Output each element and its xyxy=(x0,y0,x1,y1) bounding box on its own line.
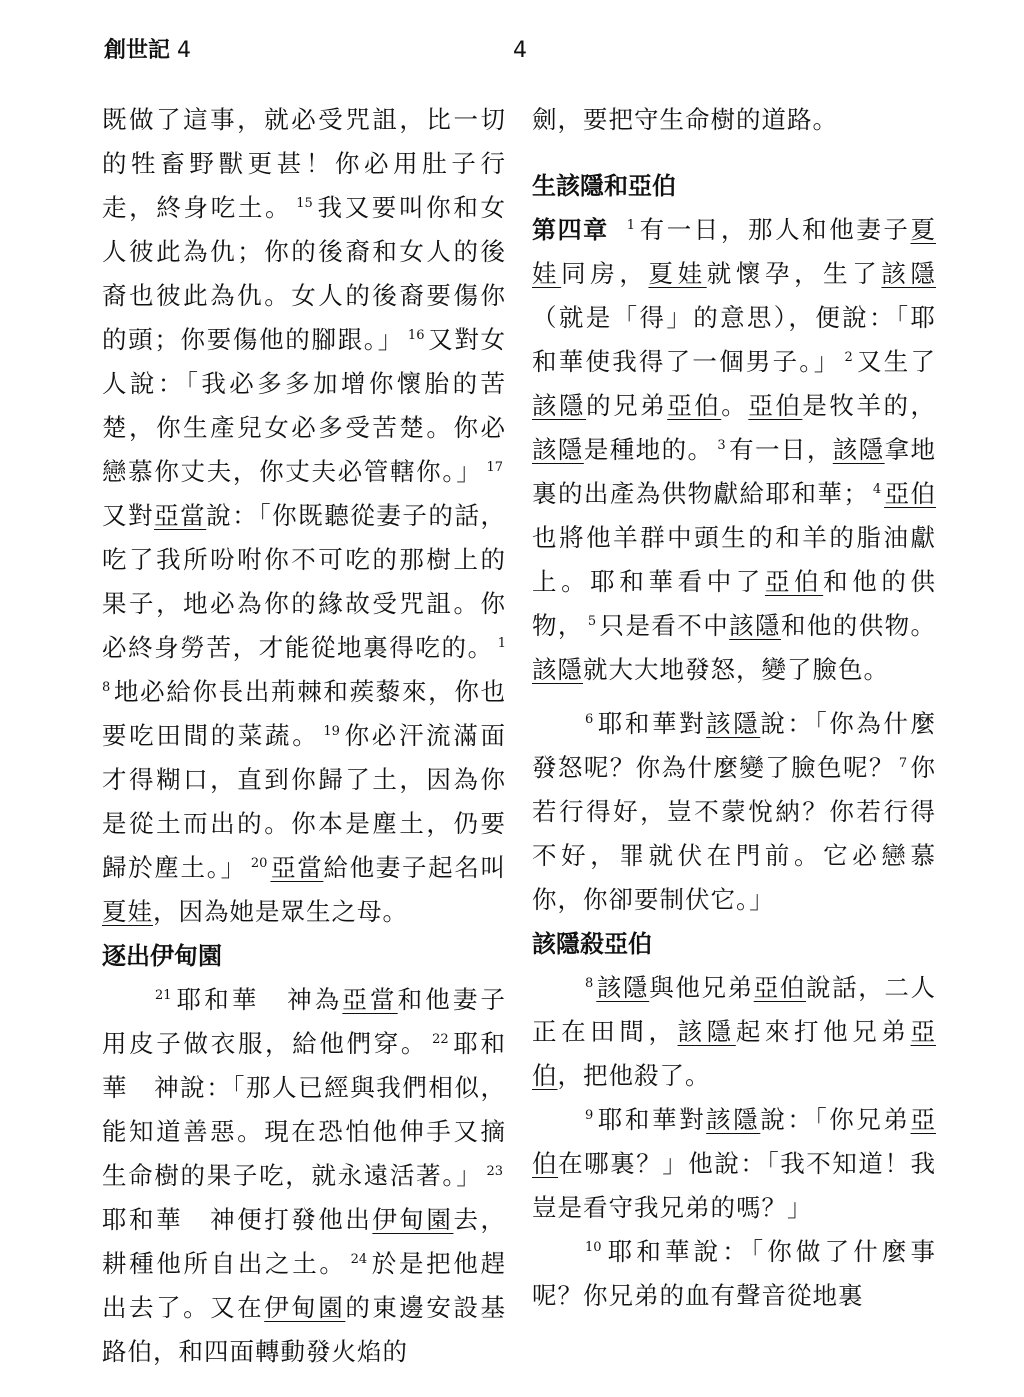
scripture-text: 也將他羊群中頭生的和羊的脂油獻上。耶和華看中了 xyxy=(532,523,936,596)
verse-number: 5 xyxy=(587,614,597,629)
running-head xyxy=(104,36,191,66)
scripture-text: ，因為她是眾生之母。 xyxy=(153,897,408,926)
scripture-text: 又對女人說：「我必多多加增你懷胎的苦楚，你生產兒女必多受苦楚。你必戀慕你丈夫，你丈夫必管轄你。」 xyxy=(102,325,506,486)
verse-number: 21 xyxy=(155,988,172,1003)
scripture-text: 。 xyxy=(721,391,749,420)
proper-name: 亞伯 xyxy=(764,567,824,596)
scripture-text: 耶和華對 xyxy=(596,1105,707,1134)
scripture-text: 的東邊安設基路伯，和四面轉動發火焰的 xyxy=(102,1293,506,1366)
verse-number: 22 xyxy=(432,1032,449,1047)
scripture-text: 地必給你長出荊棘和蒺藜來，你也要吃田間的菜蔬。 xyxy=(102,677,506,750)
verse-number: 7 xyxy=(898,756,908,771)
proper-name: 亞伯 xyxy=(532,1105,936,1178)
proper-name: 伊甸園 xyxy=(372,1205,454,1234)
proper-name: 該隱 xyxy=(729,611,781,640)
proper-name: 該隱 xyxy=(706,709,761,738)
paragraph xyxy=(532,1230,936,1318)
verse-number: 1 xyxy=(626,218,636,233)
scripture-text: 耶和華 神為 xyxy=(174,985,343,1014)
page-number: 4 xyxy=(513,38,527,63)
proper-name: 該隱 xyxy=(832,435,885,464)
proper-name: 伊甸園 xyxy=(264,1293,346,1322)
scripture-text: 你若行得好，豈不蒙悅納？你若行得不好，罪就伏在門前。它必戀慕你，你卻要制伏它。」 xyxy=(532,753,936,914)
scripture-text: 耶和華對 xyxy=(596,709,707,738)
verse-number: 19 xyxy=(323,724,340,739)
scripture-text: 是牧羊的， xyxy=(802,391,936,420)
scripture-text: 說：「你既聽從妻子的話，吃了我所吩咐你不可吃的那樹上的果子，地必為你的緣故受咒詛。你必終身勞苦，才能從地裏得吃的。 xyxy=(102,501,506,662)
left-column xyxy=(102,98,506,1388)
verse-number: 15 xyxy=(296,196,313,211)
verse-number: 6 xyxy=(585,712,594,727)
paragraph xyxy=(532,98,936,142)
proper-name: 亞當 xyxy=(270,853,324,882)
scripture-text: 又生了 xyxy=(855,347,936,376)
scripture-text: 耶和華 神便打發他出 xyxy=(102,1205,373,1234)
scripture-text: 去，耕種他所自出之土。 xyxy=(102,1205,506,1278)
chapter-paragraph xyxy=(532,208,936,692)
proper-name: 夏娃 xyxy=(648,259,707,288)
verse-number: 10 xyxy=(585,1240,602,1255)
scripture-text: 和他的供物， xyxy=(532,567,936,640)
scripture-text: 起來打他兄弟 xyxy=(735,1017,911,1046)
scripture-text: 劍，要把守生命樹的道路。 xyxy=(532,105,838,134)
proper-name: 該隱 xyxy=(596,973,650,1002)
proper-name: 該隱 xyxy=(532,655,583,684)
verse-number: 8 xyxy=(585,976,594,991)
paragraph xyxy=(532,1098,936,1230)
proper-name: 亞伯 xyxy=(884,479,936,508)
scripture-text: 有一日， xyxy=(728,435,833,464)
paragraph xyxy=(102,978,506,1374)
scripture-text: 於是把他趕出去了。又在 xyxy=(102,1249,506,1322)
verse-number: 24 xyxy=(350,1252,368,1267)
proper-name: 亞伯 xyxy=(532,1017,936,1090)
verse-number: 20 xyxy=(250,856,268,871)
verse-number: 2 xyxy=(844,350,853,365)
scripture-text: 說：「你兄弟 xyxy=(760,1105,911,1134)
scripture-text: ，把他殺了。 xyxy=(557,1061,711,1090)
proper-name: 亞伯 xyxy=(748,391,803,420)
verse-number: 4 xyxy=(872,482,882,497)
scripture-text: 說：「你為什麼發怒呢？你為什麼變了臉色呢？ xyxy=(532,709,936,782)
scripture-text: 就懷孕，生了 xyxy=(706,259,882,288)
proper-name: 該隱 xyxy=(532,391,587,420)
proper-name: 亞當 xyxy=(342,985,398,1014)
book-title: 創世記 xyxy=(104,38,171,63)
scripture-text: 說話，二人正在田間， xyxy=(532,973,936,1046)
verse-number: 9 xyxy=(585,1108,594,1123)
scripture-text: 在哪裏？」他說：「我不知道！我豈是看守我兄弟的嗎？」 xyxy=(532,1149,936,1222)
proper-name: 該隱 xyxy=(532,435,584,464)
scripture-text: 我又要叫你和女人彼此為仇；你的後裔和女人的後裔也彼此為仇。女人的後裔要傷你的頭；你要傷他的腳跟。」 xyxy=(102,193,506,354)
proper-name: 該隱 xyxy=(677,1017,736,1046)
proper-name: 亞當 xyxy=(154,501,207,530)
proper-name: 亞伯 xyxy=(667,391,722,420)
scripture-text: 又對 xyxy=(102,501,155,530)
section-heading: 生該隱和亞伯 xyxy=(532,172,676,200)
scripture-text: 你必汗流滿面才得糊口，直到你歸了土，因為你是從土而出的。你本是塵土，仍要歸於塵土。」 xyxy=(102,721,506,882)
scripture-text: 的兄弟 xyxy=(586,391,668,420)
proper-name: 夏娃 xyxy=(532,215,936,288)
scripture-text: 只是看不中 xyxy=(599,611,730,640)
section-heading: 逐出伊甸園 xyxy=(102,942,222,970)
scripture-text: （就是「得」的意思），便說：「耶和華使我得了一個男子。」 xyxy=(532,303,936,376)
scripture-text: 有一日，那人和他妻子 xyxy=(638,215,911,244)
scripture-text: 拿地裏的出產為供物獻給耶和華； xyxy=(532,435,936,508)
scripture-text: 耶和華 神說：「那人已經與我們相似，能知道善惡。現在恐怕他伸手又摘生命樹的果子吃，就永遠活著。」 xyxy=(102,1029,506,1190)
verse-number: 23 xyxy=(486,1164,503,1179)
scripture-text: 與他兄弟 xyxy=(649,973,754,1002)
verse-number: 16 xyxy=(407,328,425,343)
proper-name: 亞伯 xyxy=(753,973,806,1002)
scripture-text: 給他妻子起名叫 xyxy=(323,853,506,882)
paragraph xyxy=(102,98,506,934)
proper-name: 夏娃 xyxy=(102,897,153,926)
scripture-text: 耶和華說：「你做了什麼事呢？你兄弟的血有聲音從地裏 xyxy=(532,1237,936,1310)
verse-number: 3 xyxy=(717,438,726,453)
verse-number: 17 xyxy=(486,460,503,475)
proper-name: 該隱 xyxy=(881,259,936,288)
right-column xyxy=(532,98,936,1388)
scripture-text: 是種地的。 xyxy=(583,435,714,464)
scripture-text: 和他的供物。 xyxy=(780,611,936,640)
paragraph xyxy=(532,702,936,922)
scripture-text: 同房， xyxy=(561,259,649,288)
section-heading: 該隱殺亞伯 xyxy=(532,930,652,958)
scripture-text: 和他妻子用皮子做衣服，給他們穿。 xyxy=(102,985,506,1058)
scripture-text: 既做了這事，就必受咒詛，比一切的牲畜野獸更甚！你必用肚子行走，終身吃土。 xyxy=(102,105,506,222)
chapter-label: 第四章 xyxy=(532,216,609,244)
verse-number: 18 xyxy=(102,636,506,695)
chapter-number: 4 xyxy=(177,38,192,63)
scripture-text: 就大大地發怒，變了臉色。 xyxy=(583,655,889,684)
proper-name: 該隱 xyxy=(706,1105,761,1134)
paragraph xyxy=(532,966,936,1098)
